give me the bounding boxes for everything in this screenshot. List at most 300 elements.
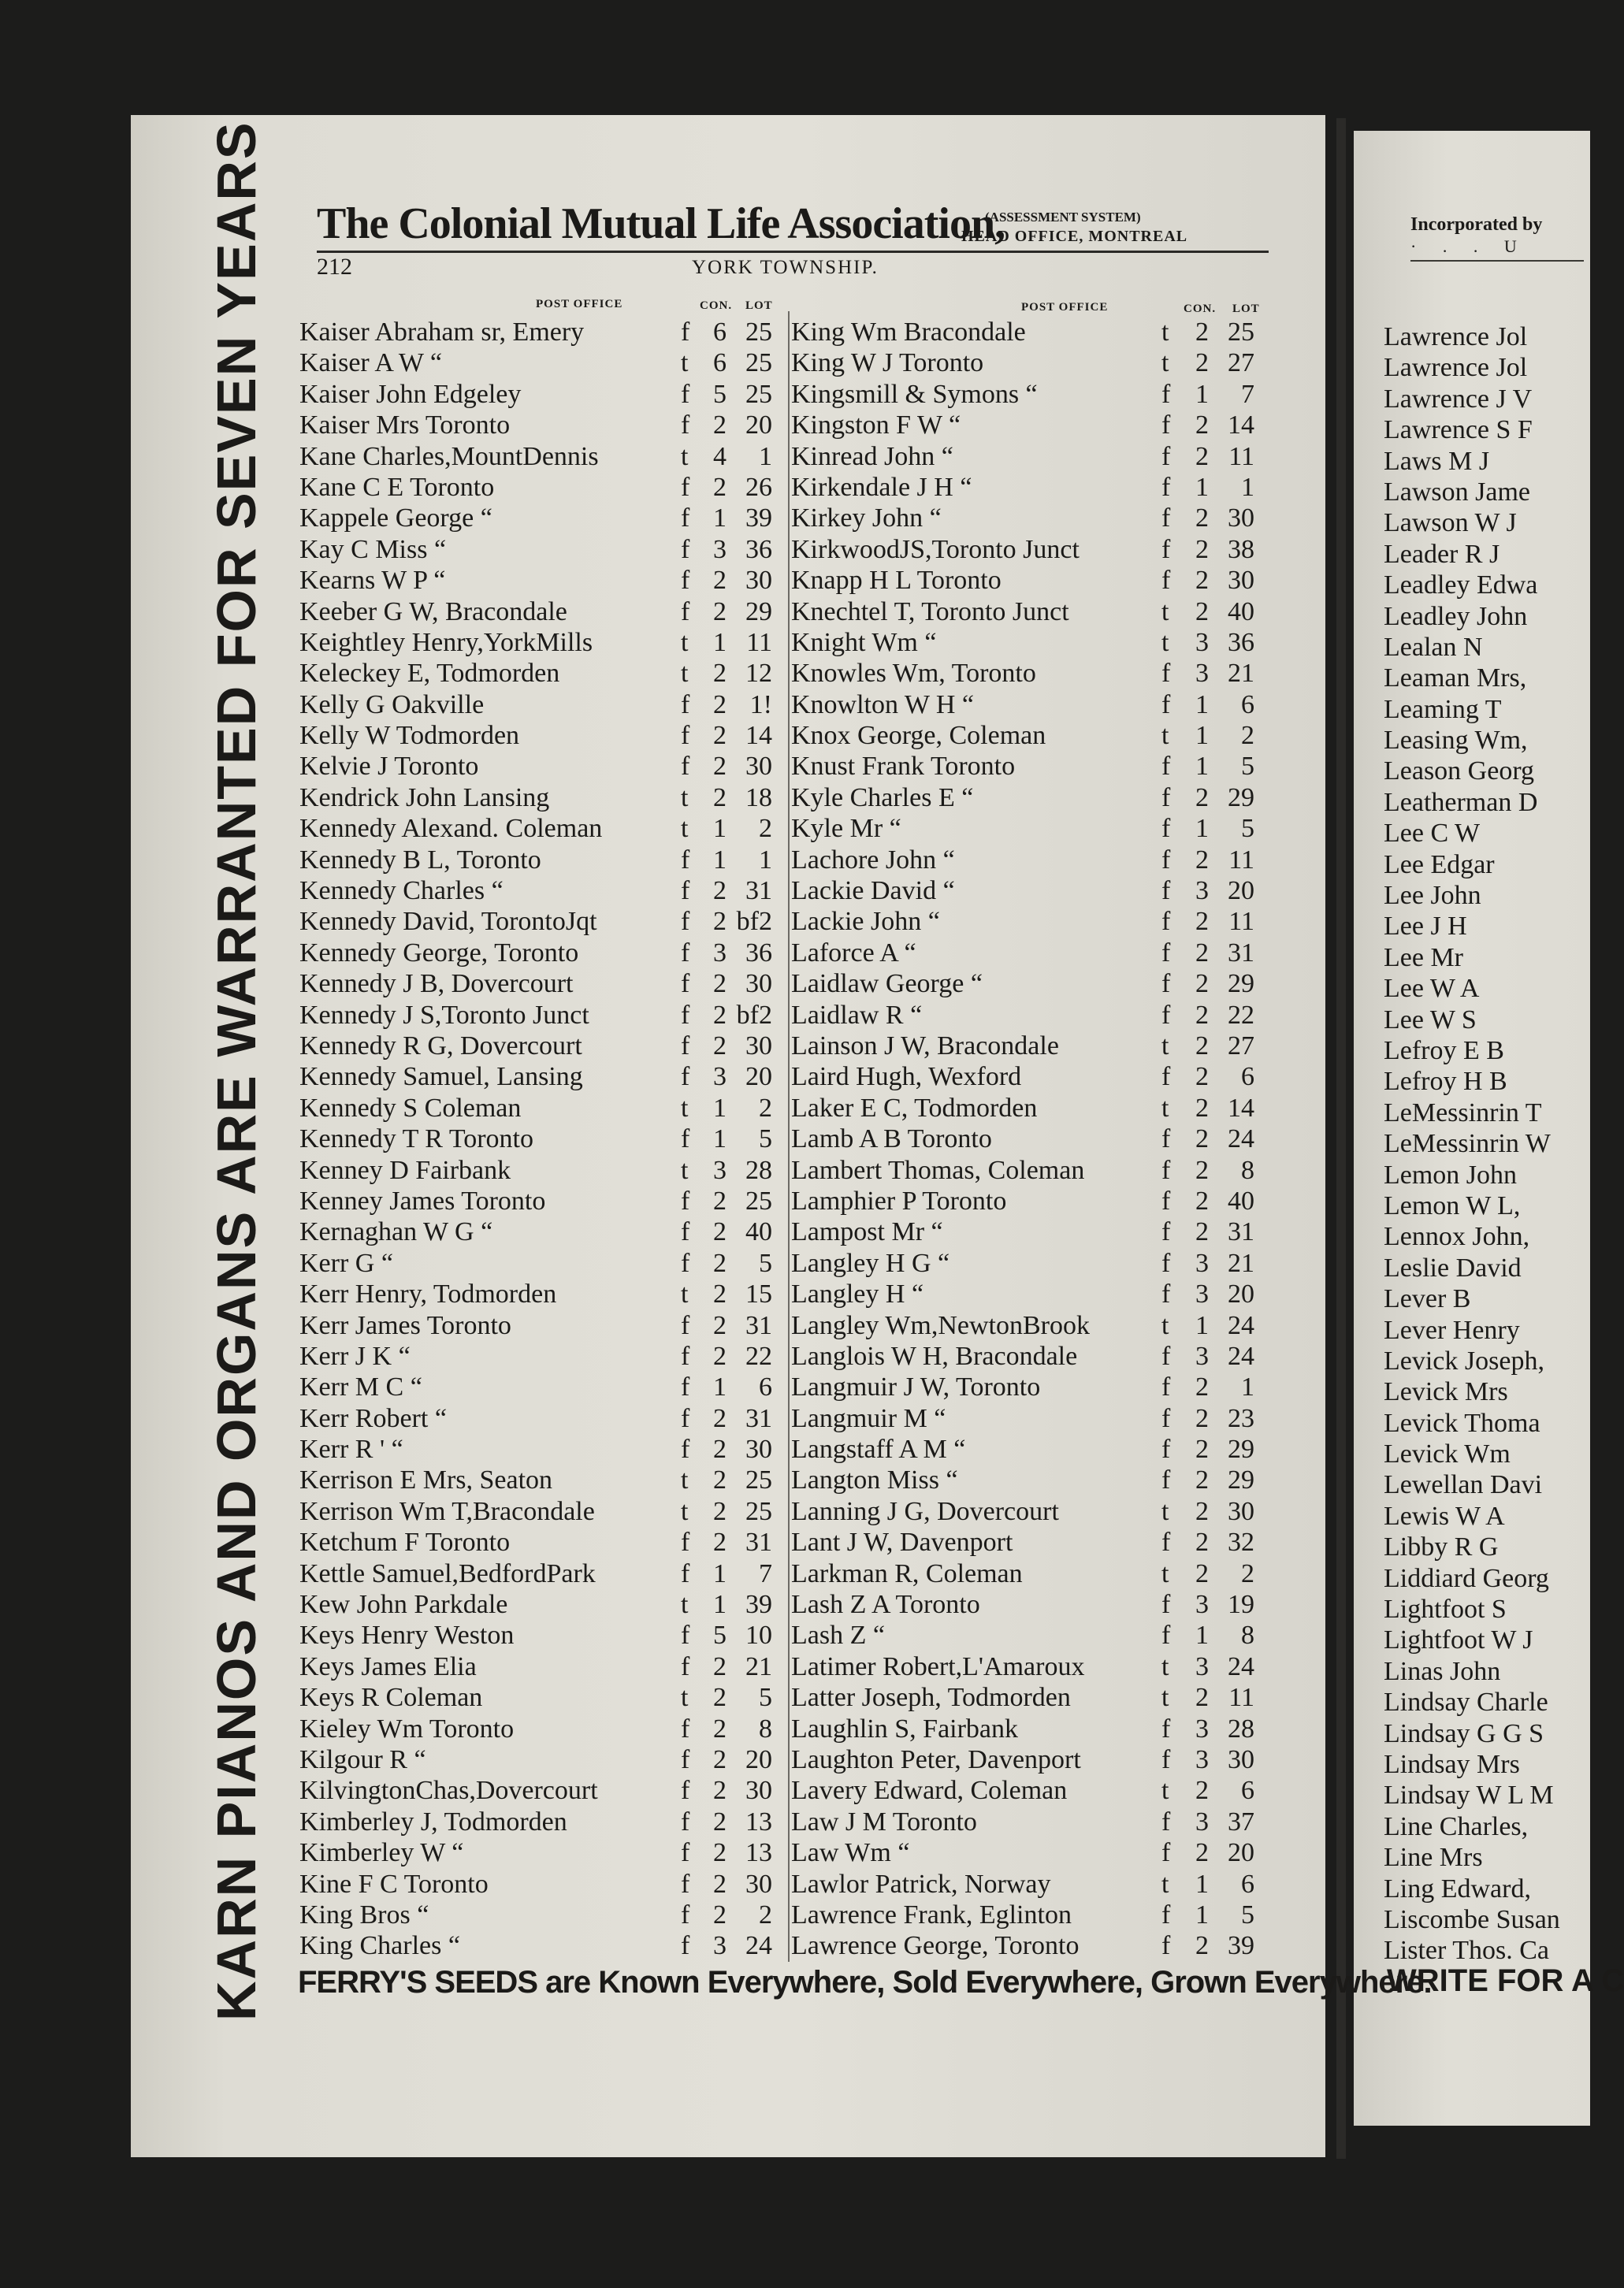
entry-name: Kerr J K “	[299, 1341, 411, 1371]
page-number: 212	[317, 254, 352, 280]
lot-number: 31	[1228, 938, 1254, 968]
tenure-code: f	[1161, 1280, 1171, 1309]
tenure-code: f	[1161, 1435, 1171, 1465]
concession: 2	[713, 721, 727, 751]
lot-number: 14	[745, 721, 772, 751]
right-page-header: Incorporated by	[1410, 214, 1543, 235]
lot-number: 15	[745, 1280, 772, 1309]
right-page-entry: Lemon W L,	[1384, 1190, 1521, 1220]
lot-number: 1	[1241, 472, 1254, 502]
lot-number: 19	[1228, 1590, 1254, 1620]
entry-name: Kernaghan W G “	[299, 1217, 493, 1247]
lot-number: 8	[1241, 1155, 1254, 1185]
lot-number: 37	[1228, 1807, 1254, 1837]
footer-advertisement: FERRY'S SEEDS are Known Everywhere, Sold Everywhere, Grown Everywhere.	[298, 1965, 1432, 2000]
header-rule	[317, 251, 1269, 253]
lot-number: 30	[1228, 503, 1254, 533]
lot-number: 20	[1228, 1838, 1254, 1868]
lot-number: 20	[745, 1744, 772, 1774]
entry-name: Knust Frank Toronto	[791, 752, 1016, 782]
entry-name: Lackie John “	[791, 907, 940, 937]
head-office: HEAD OFFICE, MONTREAL	[961, 228, 1188, 245]
entry-name: Keys R Coleman	[299, 1683, 483, 1713]
lot-number: 30	[1228, 1744, 1254, 1774]
entry-name: Keightley Henry,YorkMills	[299, 627, 593, 657]
concession: 2	[1195, 1000, 1209, 1030]
entry-name: Kerr G “	[299, 1248, 393, 1278]
tenure-code: f	[1161, 1403, 1171, 1433]
entry-name: Kennedy R G, Dovercourt	[299, 1031, 582, 1060]
lot-number: 5	[759, 1683, 772, 1713]
lot-number: 18	[745, 782, 772, 812]
concession: 2	[713, 1403, 727, 1433]
entry-name: Langlois W H, Bracondale	[791, 1341, 1078, 1371]
lot-header-left: LOT	[745, 299, 773, 312]
entry-name: Lachore John “	[791, 845, 955, 875]
lot-number: 24	[745, 1931, 772, 1961]
concession: 2	[1195, 1124, 1209, 1154]
concession: 2	[1195, 318, 1209, 347]
concession: 2	[1195, 534, 1209, 564]
lot-number: 25	[745, 318, 772, 347]
concession: 1	[713, 845, 727, 875]
lot-number: 7	[1241, 379, 1254, 409]
entry-name: Kaiser Abraham sr, Emery	[299, 318, 585, 347]
tenure-code: f	[1161, 752, 1171, 782]
concession: 2	[1195, 1838, 1209, 1868]
concession: 1	[713, 627, 727, 657]
lot-number: 21	[1228, 1248, 1254, 1278]
concession: 2	[713, 1280, 727, 1309]
entry-name: King W J Toronto	[791, 348, 984, 378]
concession: 2	[1195, 596, 1209, 626]
concession: 2	[713, 1838, 727, 1868]
entry-name: Langton Miss “	[791, 1465, 958, 1495]
concession: 2	[713, 1435, 727, 1465]
lot-number: 11	[1228, 907, 1254, 937]
concession: 1	[1195, 1310, 1209, 1340]
tenure-code: f	[681, 938, 690, 968]
lot-number: 29	[745, 596, 772, 626]
concession: 3	[1195, 627, 1209, 657]
entry-name: Kirkey John “	[791, 503, 942, 533]
entry-name: Kaiser John Edgeley	[299, 379, 522, 409]
tenure-code: f	[681, 410, 690, 440]
tenure-code: t	[1161, 1031, 1169, 1060]
lot-number: 30	[1228, 1496, 1254, 1526]
tenure-code: f	[1161, 534, 1171, 564]
entry-name: Langmuir J W, Toronto	[791, 1372, 1041, 1402]
tenure-code: f	[681, 1869, 690, 1899]
entry-name: Lamb A B Toronto	[791, 1124, 992, 1154]
concession: 2	[1195, 969, 1209, 999]
entry-name: Kennedy Samuel, Lansing	[299, 1062, 583, 1092]
lot-number: 14	[1228, 410, 1254, 440]
lot-number: 6	[1241, 1869, 1254, 1899]
tenure-code: t	[1161, 1776, 1169, 1806]
concession: 2	[713, 1528, 727, 1558]
entry-name: Ketchum F Toronto	[299, 1528, 511, 1558]
lot-number: 12	[745, 659, 772, 689]
tenure-code: f	[681, 1124, 690, 1154]
concession: 3	[1195, 1248, 1209, 1278]
concession: 2	[1195, 845, 1209, 875]
lot-number: 2	[759, 814, 772, 844]
tenure-code: t	[681, 441, 689, 471]
tenure-code: t	[1161, 1558, 1169, 1588]
tenure-code: f	[681, 845, 690, 875]
lot-number: 7	[759, 1558, 772, 1588]
lot-number: 36	[745, 534, 772, 564]
lot-number: 22	[745, 1341, 772, 1371]
concession: 1	[1195, 752, 1209, 782]
tenure-code: f	[1161, 1621, 1171, 1651]
company-name: The Colonial Mutual Life Association,	[317, 199, 1005, 248]
concession: 1	[1195, 721, 1209, 751]
entry-name: Lawlor Patrick, Norway	[791, 1869, 1051, 1899]
tenure-code: f	[1161, 1341, 1171, 1371]
entry-name: Knight Wm “	[791, 627, 937, 657]
concession: 2	[1195, 907, 1209, 937]
entry-name: Langley H G “	[791, 1248, 950, 1278]
tenure-code: f	[1161, 907, 1171, 937]
tenure-code: t	[1161, 721, 1169, 751]
entry-name: Kane C E Toronto	[299, 472, 495, 502]
entry-name: Laughton Peter, Davenport	[791, 1744, 1081, 1774]
right-page-entry: Line Charles,	[1384, 1811, 1529, 1841]
tenure-code: t	[681, 1280, 689, 1309]
lot-number: 30	[745, 566, 772, 596]
tenure-code: f	[681, 969, 690, 999]
concession: 2	[1195, 1435, 1209, 1465]
concession: 2	[1195, 1931, 1209, 1961]
lot-number: 36	[745, 938, 772, 968]
entry-name: Langstaff A M “	[791, 1435, 966, 1465]
right-page-entry: Lee John	[1384, 881, 1481, 911]
lot-number: 5	[1241, 1900, 1254, 1930]
right-page-entry: Lawrence J V	[1384, 384, 1533, 414]
entry-name: Knowlton W H “	[791, 689, 975, 719]
entry-name: Kane Charles,MountDennis	[299, 441, 599, 471]
lot-number: 30	[745, 1869, 772, 1899]
tenure-code: t	[681, 348, 689, 378]
concession: 2	[713, 876, 727, 906]
concession: 2	[713, 1310, 727, 1340]
lot-number: 29	[1228, 782, 1254, 812]
entry-name: Kerr M C “	[299, 1372, 422, 1402]
concession: 2	[713, 1869, 727, 1899]
right-page-entry: Lightfoot W J	[1384, 1625, 1533, 1655]
lot-number: 27	[1228, 348, 1254, 378]
lot-number: 31	[745, 1528, 772, 1558]
entry-name: Kay C Miss “	[299, 534, 447, 564]
lot-number: 2	[759, 1093, 772, 1123]
tenure-code: t	[1161, 318, 1169, 347]
tenure-code: f	[681, 1310, 690, 1340]
entry-name: Kennedy David, TorontoJqt	[299, 907, 597, 937]
right-page-entry: Linas John	[1384, 1656, 1501, 1686]
entry-name: Lanning J G, Dovercourt	[791, 1496, 1059, 1526]
entry-name: King Bros “	[299, 1900, 429, 1930]
entry-name: KirkwoodJS,Toronto Junct	[791, 534, 1080, 564]
entry-name: Kyle Charles E “	[791, 782, 974, 812]
lot-number: 25	[745, 1186, 772, 1216]
sidebar-advertisement: KARN PIANOS AND ORGANS ARE WARRANTED FOR SEVEN YEARS	[206, 121, 267, 2021]
lot-number: bf2	[736, 1000, 772, 1030]
concession: 2	[1195, 938, 1209, 968]
tenure-code: f	[1161, 1217, 1171, 1247]
lot-number: 25	[745, 379, 772, 409]
right-page-footer: WRITE FOR A C	[1387, 1963, 1624, 1998]
tenure-code: t	[1161, 1093, 1169, 1123]
tenure-code: f	[681, 1807, 690, 1837]
tenure-code: f	[1161, 503, 1171, 533]
right-page-entry: Line Mrs	[1384, 1843, 1483, 1873]
right-page-entry: Leason Georg	[1384, 756, 1535, 786]
right-page-entry: Liddiard Georg	[1384, 1563, 1549, 1593]
lot-number: 36	[1228, 627, 1254, 657]
concession: 3	[1195, 1744, 1209, 1774]
entry-name: Kinread John “	[791, 441, 953, 471]
concession: 2	[713, 659, 727, 689]
entry-name: Kelly W Todmorden	[299, 721, 520, 751]
tenure-code: f	[681, 1528, 690, 1558]
entry-name: Lash Z “	[791, 1621, 885, 1651]
entry-name: Laforce A “	[791, 938, 916, 968]
tenure-code: t	[1161, 1683, 1169, 1713]
tenure-code: f	[1161, 1000, 1171, 1030]
right-page-entry: Ling Edward,	[1384, 1874, 1531, 1904]
lot-number: 14	[1228, 1093, 1254, 1123]
lot-number: 11	[746, 627, 772, 657]
tenure-code: f	[1161, 1838, 1171, 1868]
concession: 2	[1195, 1062, 1209, 1092]
concession: 3	[713, 1931, 727, 1961]
entry-name: Kimberley J, Todmorden	[299, 1807, 567, 1837]
concession: 1	[1195, 689, 1209, 719]
entry-name: Kennedy T R Toronto	[299, 1124, 534, 1154]
tenure-code: f	[681, 1931, 690, 1961]
concession: 2	[1195, 1528, 1209, 1558]
entry-name: KilvingtonChas,Dovercourt	[299, 1776, 598, 1806]
entry-name: Laker E C, Todmorden	[791, 1093, 1038, 1123]
concession: 2	[713, 1217, 727, 1247]
tenure-code: t	[681, 659, 689, 689]
entry-name: Law Wm “	[791, 1838, 910, 1868]
page-gutter	[1336, 118, 1346, 2159]
right-page-entry: Lindsay Mrs	[1384, 1749, 1520, 1779]
right-page-entry: Leader R J	[1384, 539, 1500, 569]
tenure-code: f	[1161, 1248, 1171, 1278]
tenure-code: t	[681, 814, 689, 844]
concession: 3	[1195, 1714, 1209, 1744]
tenure-code: f	[681, 534, 690, 564]
tenure-code: f	[681, 1714, 690, 1744]
entry-name: Kettle Samuel,BedfordPark	[299, 1558, 596, 1588]
entry-name: Kine F C Toronto	[299, 1869, 489, 1899]
concession: 1	[713, 1372, 727, 1402]
lot-number: 32	[1228, 1528, 1254, 1558]
tenure-code: f	[1161, 1744, 1171, 1774]
lot-number: 13	[745, 1838, 772, 1868]
tenure-code: f	[681, 1248, 690, 1278]
tenure-code: t	[681, 782, 689, 812]
tenure-code: f	[1161, 1528, 1171, 1558]
tenure-code: f	[681, 566, 690, 596]
tenure-code: f	[1161, 1900, 1171, 1930]
assessment-system: (ASSESSMENT SYSTEM)	[985, 210, 1141, 225]
right-page-entry: Lindsay W L M	[1384, 1781, 1554, 1811]
lot-number: 23	[1228, 1403, 1254, 1433]
entry-name: Keeber G W, Bracondale	[299, 596, 567, 626]
entry-name: Kennedy B L, Toronto	[299, 845, 541, 875]
concession: 2	[713, 1651, 727, 1681]
concession: 2	[1195, 1093, 1209, 1123]
tenure-code: f	[1161, 1186, 1171, 1216]
tenure-code: t	[1161, 1651, 1169, 1681]
tenure-code: f	[681, 1621, 690, 1651]
lot-number: 5	[1241, 752, 1254, 782]
lot-number: 38	[1228, 534, 1254, 564]
lot-number: 29	[1228, 1435, 1254, 1465]
right-page-entry: Leaming T	[1384, 694, 1502, 724]
right-page-entry: Lawrence Jol	[1384, 353, 1528, 383]
entry-name: Kappele George “	[299, 503, 492, 533]
entry-name: Keleckey E, Todmorden	[299, 659, 560, 689]
concession: 2	[713, 1248, 727, 1278]
concession: 2	[713, 1186, 727, 1216]
concession: 2	[1195, 1031, 1209, 1060]
lot-number: 1	[1241, 1372, 1254, 1402]
lot-number: 29	[1228, 1465, 1254, 1495]
entry-name: Langmuir M “	[791, 1403, 946, 1433]
right-page-entries	[1384, 321, 1582, 1967]
right-page-entry: Levick Thoma	[1384, 1408, 1540, 1438]
lot-number: 1	[759, 441, 772, 471]
right-page-entry: Levick Wm	[1384, 1439, 1511, 1469]
entry-name: Latter Joseph, Todmorden	[791, 1683, 1071, 1713]
lot-number: 11	[1228, 845, 1254, 875]
concession: 1	[713, 1590, 727, 1620]
right-page-entry: Leaman Mrs,	[1384, 663, 1527, 693]
tenure-code: f	[1161, 379, 1171, 409]
tenure-code: f	[681, 1341, 690, 1371]
concession: 2	[713, 1000, 727, 1030]
tenure-code: f	[681, 689, 690, 719]
concession: 3	[1195, 1341, 1209, 1371]
concession: 2	[713, 1465, 727, 1495]
tenure-code: t	[1161, 348, 1169, 378]
concession: 2	[713, 1714, 727, 1744]
lot-number: 6	[759, 1372, 772, 1402]
concession: 2	[713, 566, 727, 596]
tenure-code: f	[1161, 969, 1171, 999]
entry-name: Kennedy George, Toronto	[299, 938, 579, 968]
concession: 2	[1195, 1186, 1209, 1216]
tenure-code: f	[1161, 1465, 1171, 1495]
right-page-entry: Lee W S	[1384, 1005, 1477, 1034]
tenure-code: t	[681, 1093, 689, 1123]
tenure-code: f	[681, 876, 690, 906]
concession: 1	[1195, 379, 1209, 409]
right-page-entry: Lever B	[1384, 1284, 1471, 1314]
tenure-code: f	[1161, 1062, 1171, 1092]
concession: 2	[1195, 1558, 1209, 1588]
concession: 2	[713, 1744, 727, 1774]
concession: 2	[1195, 782, 1209, 812]
tenure-code: t	[681, 1590, 689, 1620]
entry-name: Kelly G Oakville	[299, 689, 485, 719]
concession: 1	[713, 1093, 727, 1123]
right-page-entry: Levick Mrs	[1384, 1377, 1508, 1407]
entry-name: Kerrison Wm T,Bracondale	[299, 1496, 595, 1526]
lot-number: 22	[1228, 1000, 1254, 1030]
concession: 2	[713, 1031, 727, 1060]
entry-name: Kennedy J S,Toronto Junct	[299, 1000, 589, 1030]
entry-name: Latimer Robert,L'Amaroux	[791, 1651, 1085, 1681]
con-header-right: CON.	[1184, 303, 1217, 315]
lot-number: 10	[745, 1621, 772, 1651]
concession: 2	[1195, 1372, 1209, 1402]
tenure-code: f	[1161, 441, 1171, 471]
lot-number: 30	[745, 1031, 772, 1060]
lot-header-right: LOT	[1232, 303, 1260, 315]
tenure-code: t	[1161, 627, 1169, 657]
concession: 2	[713, 689, 727, 719]
concession: 2	[713, 596, 727, 626]
entry-name: Kerrison E Mrs, Seaton	[299, 1465, 553, 1495]
lot-number: 6	[1241, 1062, 1254, 1092]
concession: 3	[1195, 1807, 1209, 1837]
right-page-entry: Lindsay Charle	[1384, 1688, 1548, 1718]
entry-name: Laidlaw George “	[791, 969, 983, 999]
tenure-code: f	[681, 1435, 690, 1465]
tenure-code: f	[1161, 1590, 1171, 1620]
concession: 2	[1195, 1465, 1209, 1495]
concession: 2	[713, 1776, 727, 1806]
tenure-code: f	[681, 503, 690, 533]
right-page-entry: Laws M J	[1384, 446, 1490, 476]
concession: 2	[1195, 1776, 1209, 1806]
concession: 2	[713, 969, 727, 999]
concession: 5	[713, 1621, 727, 1651]
tenure-code: f	[1161, 1807, 1171, 1837]
lot-number: 30	[745, 1435, 772, 1465]
lot-number: 24	[1228, 1124, 1254, 1154]
entry-name: Kenney James Toronto	[299, 1186, 546, 1216]
entry-name: Lavery Edward, Coleman	[791, 1776, 1068, 1806]
right-page-entry: Lawrence Jol	[1384, 322, 1528, 351]
lot-number: 11	[1228, 1683, 1254, 1713]
concession: 2	[713, 1807, 727, 1837]
tenure-code: f	[681, 1838, 690, 1868]
concession: 1	[1195, 814, 1209, 844]
concession: 2	[713, 472, 727, 502]
tenure-code: f	[681, 472, 690, 502]
lot-number: 24	[1228, 1651, 1254, 1681]
tenure-code: f	[681, 1776, 690, 1806]
concession: 1	[1195, 472, 1209, 502]
entry-name: Knowles Wm, Toronto	[791, 659, 1036, 689]
tenure-code: t	[681, 1155, 689, 1185]
post-office-header-left: POST OFFICE	[536, 298, 623, 310]
tenure-code: f	[681, 1900, 690, 1930]
lot-number: 25	[745, 1496, 772, 1526]
tenure-code: f	[681, 1031, 690, 1060]
right-page-entry: Leslie David	[1384, 1253, 1522, 1283]
concession: 2	[1195, 503, 1209, 533]
concession: 2	[713, 1341, 727, 1371]
